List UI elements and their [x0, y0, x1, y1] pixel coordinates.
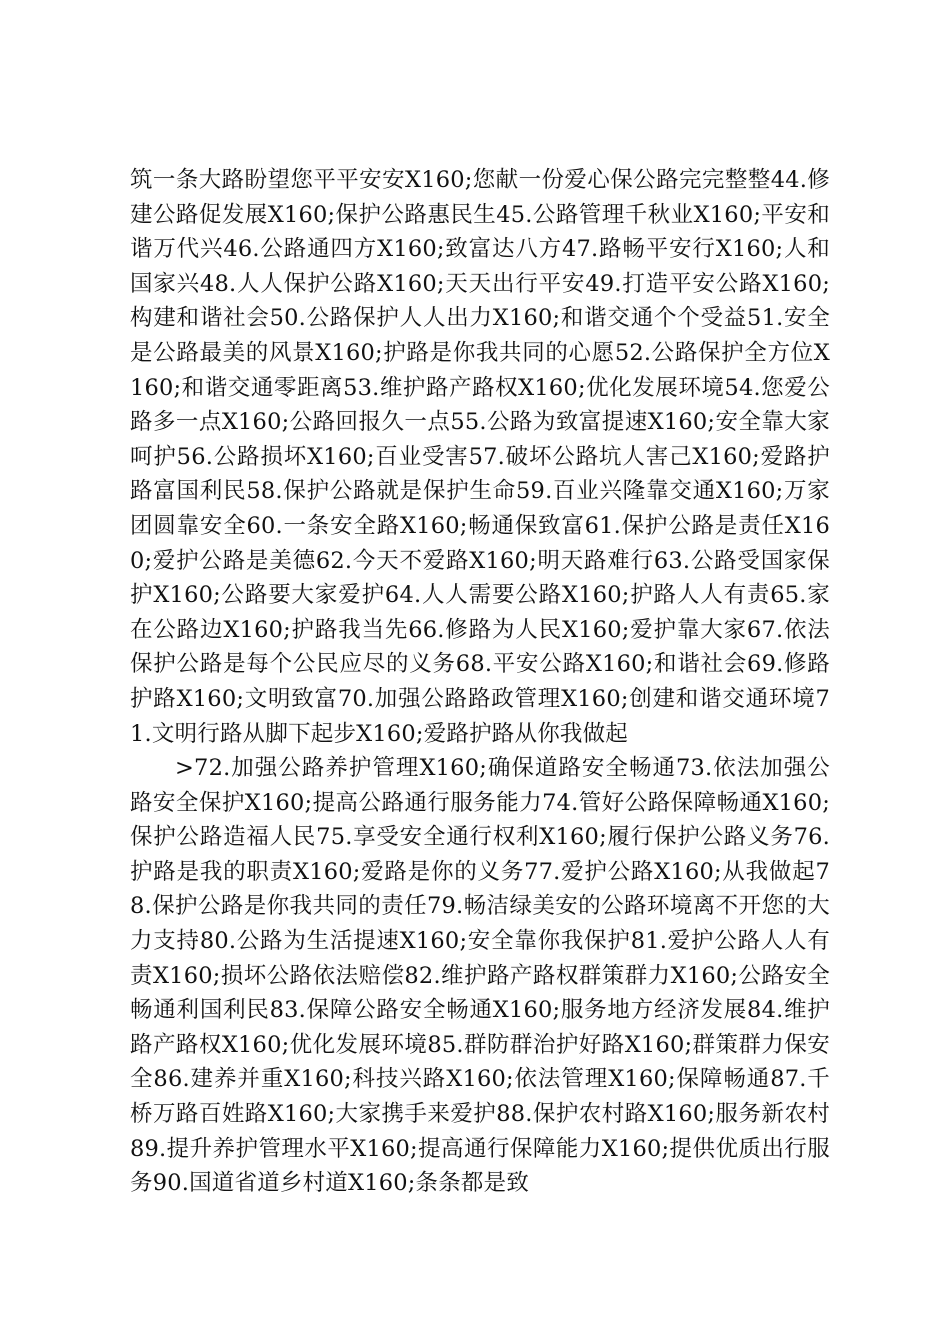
paragraph-1: 筑一条大路盼望您平平安安X160;您献一份爱心保公路完完整整44.修建公路促发展X160;保护公路惠民生45.公路管理千秋业X160;平安和谐万代兴46.公路通四方X160;致富达八方47.路畅平安行X160;人和国家兴48.人人保护公路X160;天天出行平安49.打造平安公路X160;构建和谐社会50.公路保护人人出力X160;和谐交通个个受益51.安全是公路最美的风景X160;护路是你我共同的心愿52.公路保护全方位X160;和谐交通零距离53.维护路产路权X160;优化发展环境54.您爱公路多一点X160;公路回报久一点55.公路为致富提速X160;安全靠大家呵护56.公路损坏X160;百业受害57.破坏公路坑人害己X160;爱路护路富国利民58.保护公路就是保护生命59.百业兴隆靠交通X160;万家团圆靠安全60.一条安全路X160;畅通保致富61.保护公路是责任X160;爱护公路是美德62.今天不爱路X160;明天路难行63.公路受国家保护X160;公路要大家爱护64.人人需要公路X160;护路人人有责65.家在公路边X160;护路我当先66.修路为人民X160;爱护靠大家67.依法保护公路是每个公民应尽的义务68.平安公路X160;和谐社会69.修路护路X160;文明致富70.加强公路路政管理X160;创建和谐交通环境71.文明行路从脚下起步X160;爱路护路从你我做起: [130, 167, 830, 747]
body-text: [130, 163, 830, 1201]
paragraph-2: >72.加强公路养护管理X160;确保道路安全畅通73.依法加强公路安全保护X160;提高公路通行服务能力74.管好公路保障畅通X160;保护公路造福人民75.享受安全通行权利X160;履行保护公路义务76.护路是我的职责X160;爱路是你的义务77.爱护公路X160;从我做起78.保护公路是你我共同的责任79.畅洁绿美安的公路环境离不开您的大力支持80.公路为生活提速X160;安全靠你我保护81.爱护公路人人有责X160;损坏公路依法赔偿82.维护路产路权群策群力X160;公路安全畅通利国利民83.保障公路安全畅通X160;服务地方经济发展84.维护路产路权X160;优化发展环境85.群防群治护好路X160;群策群力保安全86.建养并重X160;科技兴路X160;依法管理X160;保障畅通87.千桥万路百姓路X160;大家携手来爱护88.保护农村路X160;服务新农村89.提升养护管理水平X160;提高通行保障能力X160;提供优质出行服务90.国道省道乡村道X160;条条都是致: [130, 755, 830, 1197]
